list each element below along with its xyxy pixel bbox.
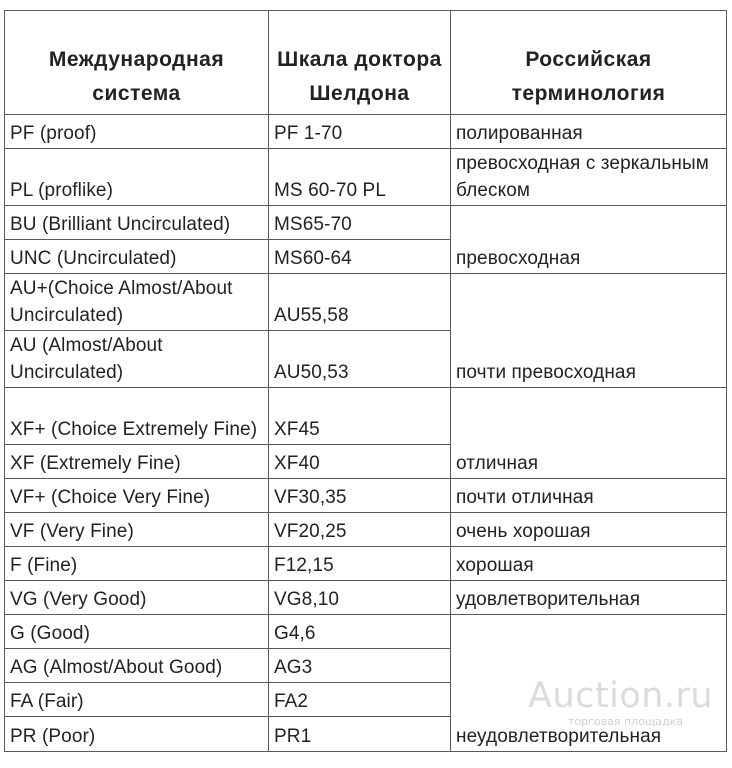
sheldon-grade-cell: FA2	[269, 683, 451, 717]
intl-grade-cell: FA (Fair)	[5, 683, 269, 717]
table-row	[5, 513, 727, 547]
table-row	[5, 115, 727, 149]
sheldon-grade-cell: G4,6	[269, 615, 451, 649]
sheldon-grade-cell: PF 1-70	[269, 115, 451, 149]
intl-grade-cell: XF+ (Choice Extremely Fine)	[5, 388, 269, 445]
intl-grade-cell: PR (Poor)	[5, 717, 269, 752]
table-row	[5, 581, 727, 615]
table-row	[5, 547, 727, 581]
russian-grade-cell: хорошая	[451, 547, 727, 581]
russian-grade-cell: превосходная	[451, 206, 727, 274]
watermark-tagline: торговая площадка	[568, 715, 684, 728]
sheldon-grade-cell: VF20,25	[269, 513, 451, 547]
intl-grade-cell: BU (Brilliant Uncirculated)	[5, 206, 269, 240]
russian-grade-cell: полированная	[451, 115, 727, 149]
sheldon-grade-cell: F12,15	[269, 547, 451, 581]
header-sheldon-scale: Шкала доктора Шелдона	[269, 11, 451, 115]
intl-grade-cell: G (Good)	[5, 615, 269, 649]
russian-grade-cell: очень хорошая	[451, 513, 727, 547]
intl-grade-cell: F (Fine)	[5, 547, 269, 581]
coin-grading-table	[4, 10, 727, 752]
intl-grade-cell: AU (Almost/About Uncirculated)	[5, 331, 269, 388]
sheldon-grade-cell: VG8,10	[269, 581, 451, 615]
table-row	[5, 274, 727, 331]
intl-grade-cell: UNC (Uncirculated)	[5, 240, 269, 274]
intl-grade-cell: PF (proof)	[5, 115, 269, 149]
intl-grade-cell: VF+ (Choice Very Fine)	[5, 479, 269, 513]
intl-grade-cell: VF (Very Fine)	[5, 513, 269, 547]
table-row	[5, 206, 727, 240]
sheldon-grade-cell: MS60-64	[269, 240, 451, 274]
header-international-system: Международная система	[5, 11, 269, 115]
russian-grade-cell: отличная	[451, 388, 727, 479]
sheldon-grade-cell: XF40	[269, 445, 451, 479]
sheldon-grade-cell: AG3	[269, 649, 451, 683]
sheldon-grade-cell: AU50,53	[269, 331, 451, 388]
sheldon-grade-cell: AU55,58	[269, 274, 451, 331]
sheldon-grade-cell: MS 60-70 PL	[269, 149, 451, 206]
intl-grade-cell: VG (Very Good)	[5, 581, 269, 615]
sheldon-grade-cell: XF45	[269, 388, 451, 445]
table-row	[5, 388, 727, 445]
watermark-brand: Auction.ru	[528, 676, 714, 716]
intl-grade-cell: PL (proflike)	[5, 149, 269, 206]
sheldon-grade-cell: PR1	[269, 717, 451, 752]
table-row	[5, 479, 727, 513]
intl-grade-cell: AG (Almost/About Good)	[5, 649, 269, 683]
intl-grade-cell: AU+(Choice Almost/About Uncirculated)	[5, 274, 269, 331]
russian-grade-cell: превосходная с зеркальным блеском	[451, 149, 727, 206]
russian-grade-cell: почти превосходная	[451, 274, 727, 388]
sheldon-grade-cell: MS65-70	[269, 206, 451, 240]
table-row	[5, 149, 727, 206]
sheldon-grade-cell: VF30,35	[269, 479, 451, 513]
russian-grade-cell: удовлетворительная	[451, 581, 727, 615]
russian-grade-cell: почти отличная	[451, 479, 727, 513]
header-russian-terminology: Российская терминология	[451, 11, 727, 115]
table-row	[5, 615, 727, 649]
table-header-row	[5, 11, 727, 115]
russian-grade-cell: неудовлетворительная	[451, 615, 727, 752]
intl-grade-cell: XF (Extremely Fine)	[5, 445, 269, 479]
